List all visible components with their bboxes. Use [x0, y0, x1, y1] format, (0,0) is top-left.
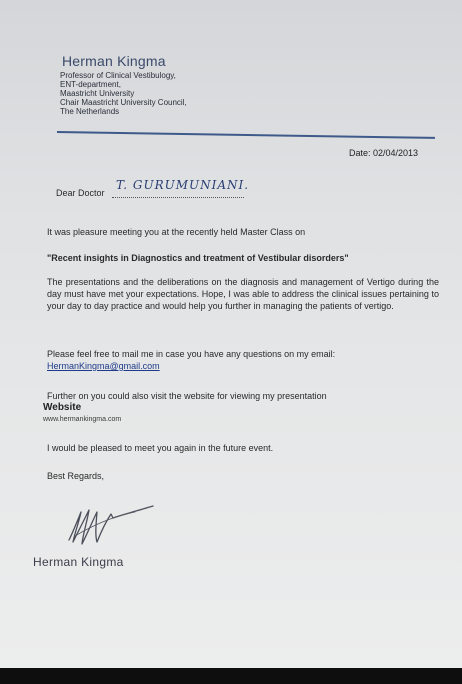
website-intro: Further on you could also visit the website for viewing my presentation [47, 391, 327, 401]
letterhead-university: Maastricht University [60, 89, 135, 98]
letterhead-name: Herman Kingma [62, 53, 166, 69]
regards: Best Regards, [47, 471, 105, 481]
handwritten-signature [55, 492, 165, 552]
letterhead-title: Professor of Clinical Vestibulogy, [60, 71, 176, 80]
letterhead-department: ENT-department, [60, 80, 121, 89]
website-link[interactable]: www.hermankingma.com [43, 416, 122, 423]
email-link[interactable]: HermanKingma@gmail.com [47, 361, 160, 371]
website-label: Website [43, 402, 82, 413]
letterhead-country: The Netherlands [60, 107, 120, 116]
letter-date: Date: 02/04/2013 [349, 148, 419, 158]
letterhead-divider [57, 131, 435, 139]
bottom-edge [0, 668, 462, 684]
salutation-prefix: Dear Doctor [56, 188, 105, 198]
body-paragraph: The presentations and the deliberations on the diagnosis and management of Vertigo during the day must have met your expectations. Hope, I was able to address the clinical issues pertaining to your day to day practice and would help you further in managing the patients of vertigo. [47, 277, 439, 311]
email-intro: Please feel free to mail me in case you have any questions on my email: [47, 349, 336, 359]
letterhead-chair: Chair Maastricht University Council, [60, 98, 187, 107]
intro-paragraph: It was pleasure meeting you at the recently held Master Class on [47, 227, 306, 237]
signer-name: Herman Kingma [33, 555, 124, 569]
salutation-dotted-line [112, 197, 244, 198]
closing-wish: I would be pleased to meet you again in the future event. [47, 443, 274, 453]
masterclass-title: "Recent insights in Diagnostics and treatment of Vestibular disorders" [47, 253, 349, 263]
handwritten-recipient-name: T. GURUMUNIANI. [116, 178, 250, 192]
